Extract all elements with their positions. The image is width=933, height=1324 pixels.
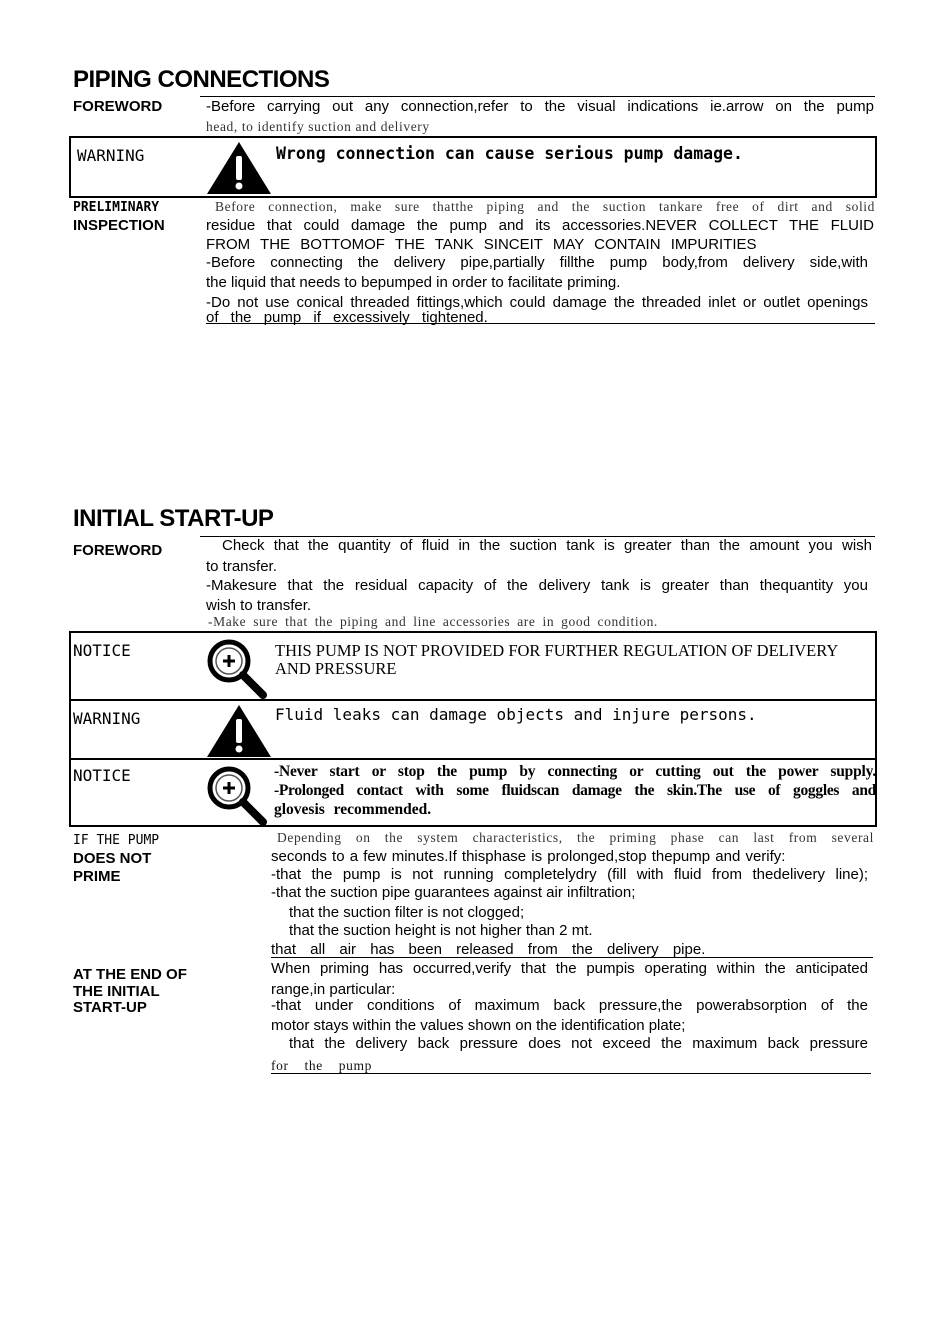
warning-box: [69, 136, 877, 198]
prime-line: -that the pump is not running completelydry (fill with fluid from thedelivery line);: [271, 866, 868, 883]
notice-box: [69, 758, 877, 827]
end-line: When priming has occurred,verify that the pumpis operating within the anticipated: [271, 960, 868, 977]
end-label: AT THE END OF: [73, 966, 187, 983]
startup-foreword-line: -Make sure that the piping and line accessories are in good condition.: [208, 614, 658, 629]
preliminary-line: Before connection, make sure thatthe piping and the suction tankare free of dirt and solid: [215, 199, 875, 214]
section-title-piping: PIPING CONNECTIONS: [73, 66, 330, 93]
inspection-label: INSPECTION: [73, 217, 165, 234]
prime-label: PRIME: [73, 868, 121, 885]
warning-label: WARNING: [73, 709, 141, 728]
preliminary-line: of the pump if excessively tightened.: [206, 309, 488, 326]
end-line: that the delivery back pressure does not exceed the maximum back pressure: [289, 1035, 868, 1052]
foreword-label: FOREWORD: [73, 542, 163, 559]
notice-message-line: -Never start or stop the pump by connecting or cutting out the power supply.: [274, 763, 876, 780]
preliminary-line: -Do not use conical threaded fittings,which could damage the threaded inlet or outlet openings: [206, 294, 868, 311]
preliminary-line: the liquid that needs to bepumped in order to facilitate priming.: [206, 274, 621, 291]
startup-foreword-line: wish to transfer.: [206, 597, 312, 614]
prime-line: that the suction height is not higher than 2 mt.: [289, 922, 593, 939]
notice-message-line: THIS PUMP IS NOT PROVIDED FOR FURTHER REGULATION OF DELIVERY: [275, 641, 839, 660]
notice-message-line: AND PRESSURE: [275, 659, 397, 678]
startup-foreword-line: Check that the quantity of fluid in the suction tank is greater than the amount you wish: [222, 537, 872, 554]
startup-foreword-line: to transfer.: [206, 558, 277, 575]
startup-foreword-line: -Makesure that the residual capacity of the delivery tank is greater than thequantity you: [206, 577, 868, 594]
preliminary-line: -Before connecting the delivery pipe,partially fillthe pump body,from delivery side,with: [206, 254, 868, 271]
end-label: START-UP: [73, 999, 147, 1016]
end-label: THE INITIAL: [73, 983, 160, 1000]
end-line: motor stays within the values shown on the identification plate;: [271, 1017, 686, 1034]
end-line: range,in particular:: [271, 981, 396, 998]
preliminary-line: residue that could damage the pump and its accessories.NEVER COLLECT THE FLUID: [206, 217, 874, 234]
divider: [271, 1073, 871, 1074]
magnifier-icon: [205, 764, 269, 831]
foreword-text-2: head, to identify suction and delivery: [206, 119, 430, 134]
warning-triangle-icon: [205, 140, 273, 201]
foreword-text: -Before carrying out any connection,refer to the visual indications ie.arrow on the pump: [206, 98, 874, 115]
prime-line: seconds to a few minutes.If thisphase is prolonged,stop thepump and verify:: [271, 848, 786, 865]
prime-line: that the suction filter is not clogged;: [289, 904, 525, 921]
divider: [271, 957, 873, 958]
prime-line: Depending on the system characteristics, the priming phase can last from several: [277, 830, 874, 845]
warning-label: WARNING: [77, 146, 145, 165]
warning-triangle-icon: [205, 703, 273, 764]
preliminary-line: FROM THE BOTTOMOF THE TANK SINCEIT MAY CONTAIN IMPURITIES: [206, 236, 757, 253]
prime-label: IF THE PUMP: [73, 833, 160, 848]
prime-label: DOES NOT: [73, 850, 152, 867]
notice-label: NOTICE: [73, 641, 131, 660]
divider: [206, 323, 875, 324]
notice-box: [69, 631, 877, 701]
warning-message: Wrong connection can cause serious pump damage.: [276, 144, 743, 163]
notice-message-line: -Prolonged contact with some fluidscan damage the skin.The use of goggles and: [274, 782, 876, 799]
foreword-label: FOREWORD: [73, 98, 163, 115]
warning-message: Fluid leaks can damage objects and injure persons.: [275, 705, 757, 724]
magnifier-icon: [205, 637, 269, 704]
warning-box: [69, 699, 877, 760]
preliminary-label: PRELIMINARY: [73, 200, 160, 215]
notice-label: NOTICE: [73, 766, 131, 785]
end-line: -that under conditions of maximum back pressure,the powerabsorption of the: [271, 997, 868, 1014]
prime-line: that all air has been released from the delivery pipe.: [271, 941, 706, 958]
section-title-startup: INITIAL START-UP: [73, 505, 274, 532]
notice-message-line: glovesis recommended.: [274, 801, 432, 818]
end-line: for the pump: [271, 1058, 372, 1073]
prime-line: -that the suction pipe guarantees against air infiltration;: [271, 884, 636, 901]
